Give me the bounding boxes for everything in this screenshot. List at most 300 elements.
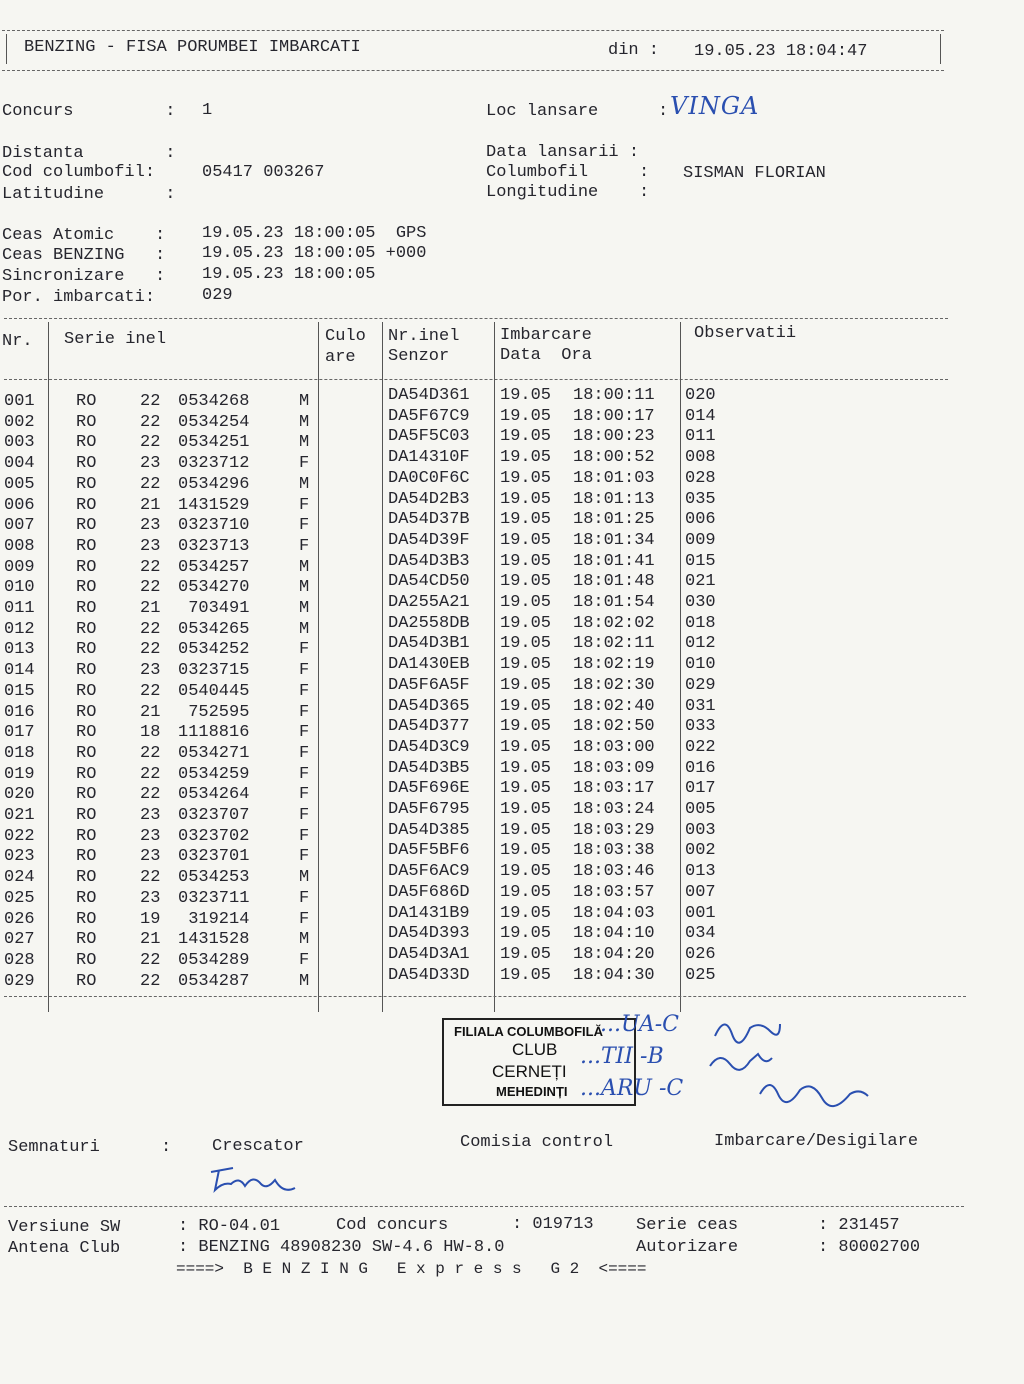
columbofil-value: SISMAN FLORIAN — [683, 164, 826, 183]
autorizare-label: Autorizare — [636, 1238, 739, 1257]
row-ora: 18:01:34 — [573, 530, 655, 550]
longitudine-label: Longitudine : — [486, 183, 650, 202]
row-data: 19.05 — [500, 800, 552, 819]
ceas-atomic-value: 19.05.23 18:00:05 GPS — [202, 224, 427, 243]
versiune-sw-label: Versiune SW — [8, 1218, 121, 1237]
row-an: 18 — [140, 723, 161, 743]
row-sex: M — [299, 578, 310, 598]
row-ora: 18:04:03 — [573, 903, 655, 923]
row-senzor: DA1430EB — [388, 655, 470, 675]
row-nr: 015 — [4, 681, 35, 701]
ceas-atomic-label: Ceas Atomic : — [2, 226, 166, 245]
serie-ceas-value: : 231457 — [818, 1216, 900, 1235]
header-left-edge — [6, 34, 7, 64]
row-tara: RO — [76, 474, 97, 494]
concurs-label: Concurs : — [2, 102, 176, 121]
crescator-label: Crescator — [212, 1137, 304, 1156]
row-ora: 18:03:46 — [573, 862, 655, 882]
row-sex: M — [299, 474, 310, 494]
row-an: 23 — [140, 888, 161, 908]
row-tara: RO — [76, 723, 97, 743]
row-nr: 024 — [4, 868, 35, 888]
col-header-culoare-2: are — [325, 348, 356, 367]
row-inel: 0534296 — [178, 474, 250, 494]
row-obs: 025 — [685, 965, 716, 985]
row-an: 22 — [140, 392, 161, 411]
col-header-observatii: Observatii — [694, 324, 797, 343]
row-an: 22 — [140, 785, 161, 805]
row-ora: 18:00:11 — [573, 386, 655, 405]
handwritten-name-1: ...UA-C — [600, 1012, 679, 1037]
header-top-border — [2, 30, 944, 31]
row-ora: 18:01:03 — [573, 468, 655, 488]
row-tara: RO — [76, 433, 97, 453]
row-an: 23 — [140, 661, 161, 681]
row-senzor: DA255A21 — [388, 593, 470, 612]
row-obs: 012 — [685, 634, 716, 654]
row-inel: 0323701 — [178, 847, 250, 867]
row-nr: 022 — [4, 826, 35, 846]
row-tara: RO — [76, 950, 97, 970]
row-inel: 0534289 — [178, 950, 250, 970]
row-data: 19.05 — [500, 386, 552, 405]
header-bottom-border — [2, 70, 944, 71]
row-nr: 017 — [4, 723, 35, 743]
din-timestamp: 19.05.23 18:04:47 — [694, 42, 868, 61]
row-obs: 001 — [685, 903, 716, 923]
row-sex: F — [299, 681, 310, 701]
row-ora: 18:02:30 — [573, 675, 655, 695]
row-nr: 011 — [4, 599, 35, 618]
row-tara: RO — [76, 971, 97, 991]
row-ora: 18:00:52 — [573, 448, 655, 468]
row-an: 21 — [140, 930, 161, 950]
col-divider-serie — [318, 322, 319, 1012]
row-obs: 011 — [685, 427, 716, 447]
row-ora: 18:02:11 — [573, 634, 655, 654]
row-sex: F — [299, 826, 310, 846]
cod-columbofil-value: 05417 003267 — [202, 163, 325, 182]
row-data: 19.05 — [500, 406, 552, 426]
row-nr: 002 — [4, 412, 35, 432]
row-ora: 18:03:57 — [573, 882, 655, 902]
row-senzor: DA54D3C9 — [388, 737, 470, 757]
row-inel: 0323715 — [178, 661, 250, 681]
col-header-imbarcare-2: Data Ora — [500, 346, 592, 365]
row-ora: 18:03:17 — [573, 779, 655, 799]
row-nr: 006 — [4, 495, 35, 515]
row-inel: 0534251 — [178, 433, 250, 453]
stamp-line-2: CLUB — [512, 1040, 558, 1059]
row-nr: 004 — [4, 454, 35, 474]
row-obs: 015 — [685, 551, 716, 571]
table-bottom-border — [4, 996, 966, 997]
row-nr: 021 — [4, 806, 35, 825]
row-ora: 18:03:00 — [573, 737, 655, 757]
semnaturi-label: Semnaturi : — [8, 1138, 172, 1157]
row-sex: F — [299, 536, 310, 556]
row-data: 19.05 — [500, 675, 552, 695]
row-tara: RO — [76, 702, 97, 722]
handwritten-signatures — [700, 1006, 880, 1116]
row-senzor: DA54D39F — [388, 530, 470, 550]
stamp-line-1: FILIALA COLUMBOFILĂ — [454, 1024, 603, 1039]
row-data: 19.05 — [500, 593, 552, 612]
latitudine-label: Latitudine : — [2, 185, 176, 204]
row-data: 19.05 — [500, 717, 552, 737]
row-inel: 0534287 — [178, 971, 250, 991]
row-obs: 030 — [685, 593, 716, 612]
row-nr: 012 — [4, 619, 35, 639]
row-obs: 013 — [685, 862, 716, 882]
row-sex: F — [299, 516, 310, 536]
row-inel: 1431529 — [178, 495, 250, 515]
row-an: 23 — [140, 536, 161, 556]
row-inel: 0323710 — [178, 516, 250, 536]
row-tara: RO — [76, 888, 97, 908]
row-senzor: DA5F686D — [388, 882, 470, 902]
row-tara: RO — [76, 826, 97, 846]
header-right-edge — [940, 34, 941, 64]
row-data: 19.05 — [500, 655, 552, 675]
row-an: 21 — [140, 702, 161, 722]
col-header-nrinel-2: Senzor — [388, 347, 450, 366]
row-sex: F — [299, 702, 310, 722]
row-senzor: DA54D393 — [388, 924, 470, 944]
row-tara: RO — [76, 868, 97, 888]
row-inel: 0323702 — [178, 826, 250, 846]
versiune-sw-value: : RO-04.01 — [178, 1217, 281, 1236]
row-inel: 0534270 — [178, 578, 250, 598]
serie-ceas-label: Serie ceas — [636, 1216, 739, 1235]
row-ora: 18:04:10 — [573, 924, 655, 944]
row-tara: RO — [76, 516, 97, 536]
cod-columbofil-label: Cod columbofil: — [2, 163, 156, 182]
row-sex: M — [299, 433, 310, 453]
row-inel: 1431528 — [178, 930, 250, 950]
row-inel: 0534271 — [178, 743, 250, 763]
row-obs: 007 — [685, 882, 716, 902]
row-nr: 016 — [4, 702, 35, 722]
row-an: 22 — [140, 743, 161, 763]
row-an: 22 — [140, 950, 161, 970]
row-obs: 016 — [685, 758, 716, 778]
columbofil-label: Columbofil : — [486, 163, 650, 182]
row-inel: 0540445 — [178, 681, 250, 701]
table-header-top-border — [4, 318, 948, 319]
row-an: 21 — [140, 599, 161, 618]
antena-club-value: : BENZING 48908230 SW-4.6 HW-8.0 — [178, 1238, 505, 1257]
row-obs: 028 — [685, 468, 716, 488]
autorizare-value: : 80002700 — [818, 1238, 921, 1257]
row-obs: 018 — [685, 613, 716, 633]
row-nr: 001 — [4, 392, 35, 411]
row-an: 22 — [140, 412, 161, 432]
table-header-bottom-border — [4, 379, 948, 380]
row-obs: 003 — [685, 820, 716, 840]
row-inel: 0534268 — [178, 392, 250, 411]
row-sex: F — [299, 495, 310, 515]
row-an: 23 — [140, 806, 161, 825]
row-nr: 005 — [4, 474, 35, 494]
row-senzor: DA1431B9 — [388, 903, 470, 923]
row-tara: RO — [76, 454, 97, 474]
col-divider-culoare — [382, 322, 383, 1012]
row-obs: 010 — [685, 655, 716, 675]
row-inel: 0323711 — [178, 888, 250, 908]
row-obs: 002 — [685, 841, 716, 861]
row-ora: 18:02:02 — [573, 613, 655, 633]
row-ora: 18:03:09 — [573, 758, 655, 778]
row-sex: M — [299, 619, 310, 639]
row-tara: RO — [76, 578, 97, 598]
row-ora: 18:04:30 — [573, 965, 655, 985]
row-sex: F — [299, 661, 310, 681]
row-data: 19.05 — [500, 779, 552, 799]
row-data: 19.05 — [500, 862, 552, 882]
row-an: 22 — [140, 557, 161, 577]
row-sex: F — [299, 785, 310, 805]
row-obs: 009 — [685, 530, 716, 550]
row-an: 23 — [140, 826, 161, 846]
footer-top-border — [4, 1206, 964, 1207]
row-sex: F — [299, 950, 310, 970]
row-sex: F — [299, 909, 310, 929]
row-nr: 003 — [4, 433, 35, 453]
row-obs: 029 — [685, 675, 716, 695]
row-tara: RO — [76, 619, 97, 639]
row-senzor: DA54D2B3 — [388, 489, 470, 509]
row-senzor: DA54D33D — [388, 965, 470, 985]
row-an: 22 — [140, 433, 161, 453]
row-ora: 18:02:19 — [573, 655, 655, 675]
row-obs: 005 — [685, 800, 716, 819]
row-an: 19 — [140, 909, 161, 929]
row-nr: 009 — [4, 557, 35, 577]
row-data: 19.05 — [500, 634, 552, 654]
row-inel: 0323707 — [178, 806, 250, 825]
row-nr: 007 — [4, 516, 35, 536]
distanta-label: Distanta : — [2, 144, 176, 163]
row-obs: 020 — [685, 386, 716, 405]
row-nr: 014 — [4, 661, 35, 681]
row-data: 19.05 — [500, 758, 552, 778]
row-sex: M — [299, 412, 310, 432]
row-senzor: DA54D37B — [388, 510, 470, 530]
row-ora: 18:01:25 — [573, 510, 655, 530]
row-obs: 021 — [685, 572, 716, 592]
col-header-imbarcare-1: Imbarcare — [500, 326, 592, 345]
row-inel: 0534252 — [178, 640, 250, 660]
row-sex: F — [299, 743, 310, 763]
row-tara: RO — [76, 661, 97, 681]
row-data: 19.05 — [500, 903, 552, 923]
row-senzor: DA54CD50 — [388, 572, 470, 592]
row-tara: RO — [76, 392, 97, 411]
row-obs: 008 — [685, 448, 716, 468]
cod-concurs-value: : 019713 — [512, 1215, 594, 1234]
row-data: 19.05 — [500, 820, 552, 840]
row-ora: 18:02:40 — [573, 696, 655, 716]
row-senzor: DA54D3B3 — [388, 551, 470, 571]
row-nr: 025 — [4, 888, 35, 908]
row-sex: F — [299, 640, 310, 660]
row-data: 19.05 — [500, 530, 552, 550]
row-inel: 0323712 — [178, 454, 250, 474]
row-nr: 023 — [4, 847, 35, 867]
row-inel: 0534264 — [178, 785, 250, 805]
row-senzor: DA54D3A1 — [388, 944, 470, 964]
data-lansarii-label: Data lansarii : — [486, 143, 640, 162]
col-header-culoare-1: Culo — [325, 327, 366, 346]
row-data: 19.05 — [500, 965, 552, 985]
row-an: 22 — [140, 578, 161, 598]
row-obs: 014 — [685, 406, 716, 426]
row-data: 19.05 — [500, 427, 552, 447]
row-nr: 018 — [4, 743, 35, 763]
row-nr: 013 — [4, 640, 35, 660]
row-senzor: DA54D385 — [388, 820, 470, 840]
row-senzor: DA5F696E — [388, 779, 470, 799]
row-sex: F — [299, 723, 310, 743]
row-nr: 028 — [4, 950, 35, 970]
row-data: 19.05 — [500, 841, 552, 861]
row-an: 22 — [140, 640, 161, 660]
row-tara: RO — [76, 847, 97, 867]
row-senzor: DA5F6AC9 — [388, 862, 470, 882]
row-ora: 18:02:50 — [573, 717, 655, 737]
row-nr: 020 — [4, 785, 35, 805]
row-an: 22 — [140, 681, 161, 701]
ceas-benzing-value: 19.05.23 18:00:05 +000 — [202, 244, 427, 263]
por-imbarcati-value: 029 — [202, 286, 233, 305]
row-sex: M — [299, 557, 310, 577]
row-an: 22 — [140, 619, 161, 639]
row-an: 23 — [140, 516, 161, 536]
col-divider-senzor — [494, 322, 495, 1012]
row-obs: 035 — [685, 489, 716, 509]
row-senzor: DA54D3B1 — [388, 634, 470, 654]
row-inel: 0534259 — [178, 764, 250, 784]
row-nr: 029 — [4, 971, 35, 991]
row-senzor: DA54D377 — [388, 717, 470, 737]
row-senzor: DA14310F — [388, 448, 470, 468]
row-inel: 0534253 — [178, 868, 250, 888]
sincronizare-value: 19.05.23 18:00:05 — [202, 265, 376, 284]
row-nr: 026 — [4, 909, 35, 929]
row-ora: 18:01:13 — [573, 489, 655, 509]
row-senzor: DA54D361 — [388, 386, 470, 405]
row-data: 19.05 — [500, 696, 552, 716]
row-ora: 18:03:24 — [573, 800, 655, 819]
loc-lansare-value: VINGA — [670, 92, 760, 120]
row-tara: RO — [76, 557, 97, 577]
row-sex: M — [299, 930, 310, 950]
row-inel: 0534254 — [178, 412, 250, 432]
loc-lansare-sep: : — [658, 102, 669, 121]
row-an: 22 — [140, 971, 161, 991]
row-tara: RO — [76, 909, 97, 929]
row-tara: RO — [76, 640, 97, 660]
por-imbarcati-label: Por. imbarcati: — [2, 288, 156, 307]
cod-concurs-label: Cod concurs — [336, 1216, 449, 1235]
row-ora: 18:03:29 — [573, 820, 655, 840]
row-inel: 703491 — [178, 599, 250, 618]
row-tara: RO — [76, 743, 97, 763]
row-an: 21 — [140, 495, 161, 515]
row-sex: F — [299, 847, 310, 867]
row-data: 19.05 — [500, 510, 552, 530]
row-senzor: DA5F6A5F — [388, 675, 470, 695]
row-an: 22 — [140, 764, 161, 784]
row-data: 19.05 — [500, 737, 552, 757]
col-divider-nr — [48, 322, 49, 1012]
concurs-value: 1 — [202, 101, 213, 120]
row-tara: RO — [76, 806, 97, 825]
row-ora: 18:01:48 — [573, 572, 655, 592]
row-obs: 017 — [685, 779, 716, 799]
stamp-line-4: MEHEDINȚI — [496, 1084, 568, 1099]
row-nr: 010 — [4, 578, 35, 598]
imbarcare-desigilare-label: Imbarcare/Desigilare — [714, 1132, 919, 1151]
row-ora: 18:00:17 — [573, 406, 655, 426]
row-inel: 752595 — [178, 702, 250, 722]
row-sex: M — [299, 971, 310, 991]
row-senzor: DA54D3B5 — [388, 758, 470, 778]
row-tara: RO — [76, 536, 97, 556]
row-inel: 0323713 — [178, 536, 250, 556]
row-sex: M — [299, 868, 310, 888]
row-obs: 034 — [685, 924, 716, 944]
row-ora: 18:03:38 — [573, 841, 655, 861]
row-an: 23 — [140, 454, 161, 474]
row-sex: F — [299, 888, 310, 908]
din-label: din : — [608, 41, 660, 60]
row-senzor: DA0C0F6C — [388, 468, 470, 488]
row-sex: M — [299, 599, 310, 618]
row-tara: RO — [76, 930, 97, 950]
row-an: 22 — [140, 474, 161, 494]
row-sex: F — [299, 454, 310, 474]
row-obs: 022 — [685, 737, 716, 757]
row-an: 23 — [140, 847, 161, 867]
row-data: 19.05 — [500, 551, 552, 571]
row-data: 19.05 — [500, 924, 552, 944]
row-tara: RO — [76, 599, 97, 618]
crescator-signature — [205, 1160, 305, 1200]
row-senzor: DA5F67C9 — [388, 406, 470, 426]
row-inel: 1118816 — [178, 723, 250, 743]
row-inel: 319214 — [178, 909, 250, 929]
row-data: 19.05 — [500, 572, 552, 592]
row-tara: RO — [76, 785, 97, 805]
comisia-control-label: Comisia control — [460, 1133, 614, 1152]
row-senzor: DA5F6795 — [388, 800, 470, 819]
row-obs: 026 — [685, 944, 716, 964]
row-nr: 019 — [4, 764, 35, 784]
row-ora: 18:01:54 — [573, 593, 655, 612]
sincronizare-label: Sincronizare : — [2, 267, 166, 286]
row-obs: 033 — [685, 717, 716, 737]
row-senzor: DA54D365 — [388, 696, 470, 716]
row-ora: 18:00:23 — [573, 427, 655, 447]
row-tara: RO — [76, 495, 97, 515]
row-inel: 0534257 — [178, 557, 250, 577]
row-tara: RO — [76, 764, 97, 784]
col-divider-imbarcare — [680, 322, 681, 1012]
ceas-benzing-label: Ceas BENZING : — [2, 246, 166, 265]
row-data: 19.05 — [500, 944, 552, 964]
